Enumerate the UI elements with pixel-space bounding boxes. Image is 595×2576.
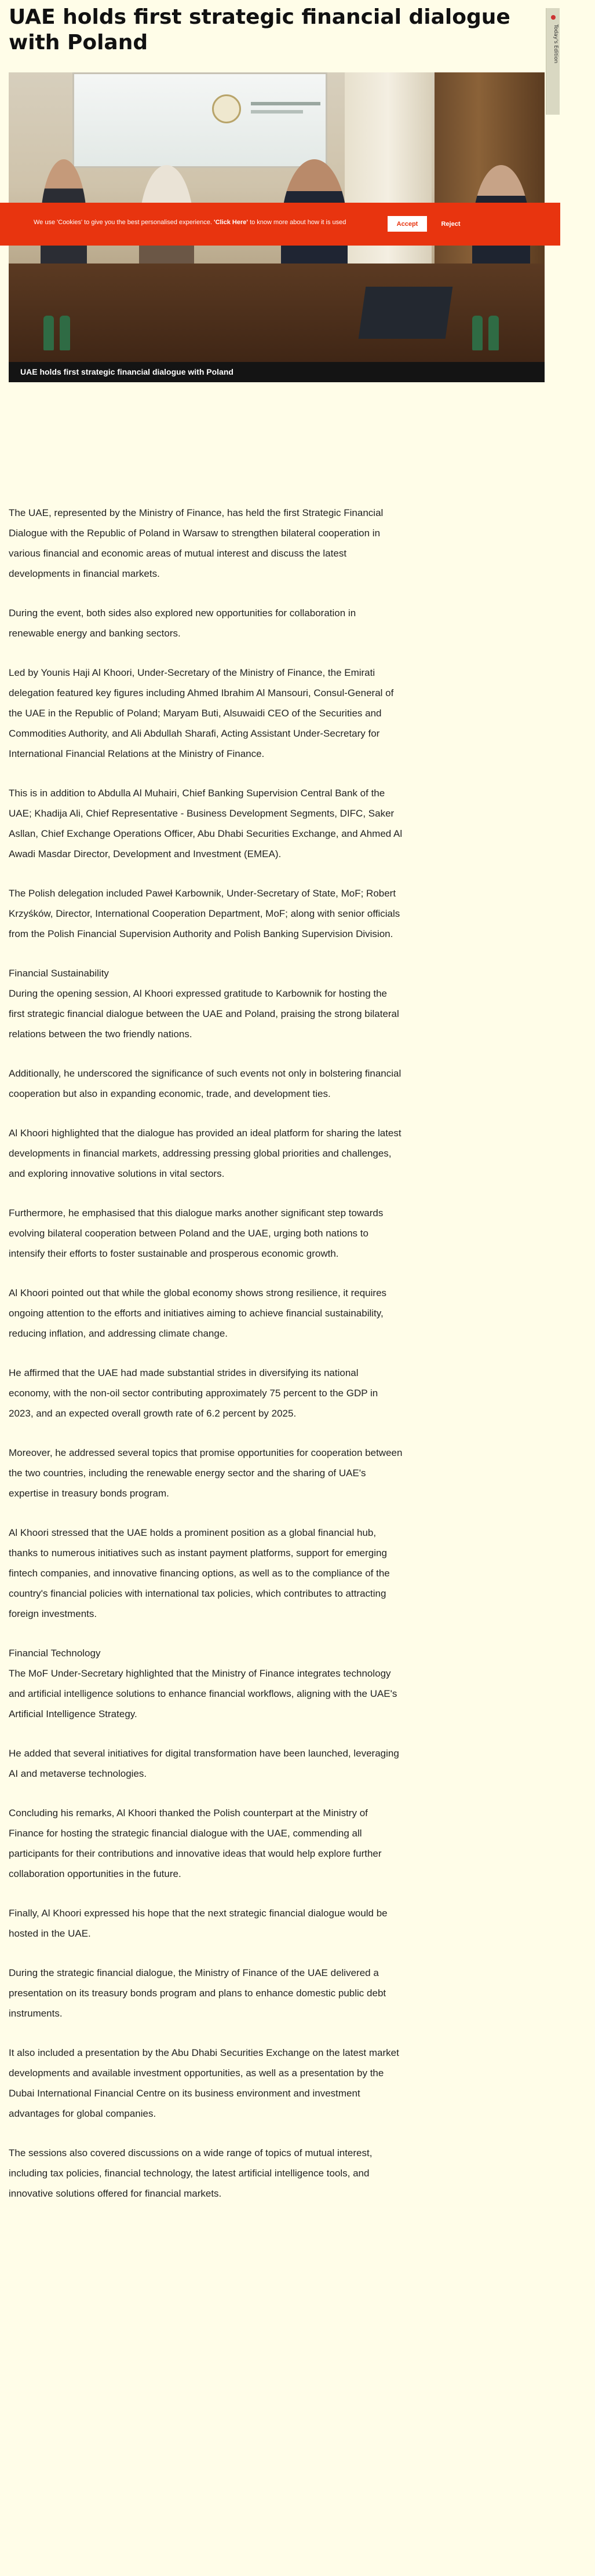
hero-caption: UAE holds first strategic financial dialogue with Poland — [9, 362, 545, 382]
article-paragraph: It also included a presentation by the Abu Dhabi Securities Exchange on the latest market developments and available investment opportunities, as well as a presentation by the Dubai International Financial Centre on its business environment and investment advantages for global companies. — [9, 2047, 399, 2119]
article-paragraph: Moreover, he addressed several topics that promise opportunities for cooperation between the two countries, including the renewable energy sector and the sharing of UAE's expertise in treasury bonds program. — [9, 1447, 403, 1499]
section-heading: Financial Technology — [9, 1648, 101, 1659]
edition-dot-icon — [551, 15, 556, 20]
article-paragraph: He affirmed that the UAE had made substantial strides in diversifying its national economy, with the non-oil sector contributing approximately 75 percent to the GDP in 2023, and an expected overall growth rate of 6.2 percent by 2025. — [9, 1367, 378, 1419]
edition-label: Today's Edition — [553, 24, 559, 64]
page-title: UAE holds first strategic financial dialogue with Poland — [9, 5, 510, 54]
presentation-screen — [72, 72, 327, 168]
todays-edition-tab[interactable] — [546, 8, 560, 115]
laptop-icon — [359, 287, 453, 339]
bottle-icon — [488, 316, 499, 350]
article-paragraph: During the event, both sides also explored new opportunities for collaboration in renewable energy and banking sectors. — [9, 608, 356, 639]
cookie-click-here-link[interactable]: 'Click Here' — [213, 219, 249, 226]
article-paragraph: The MoF Under-Secretary highlighted that the Ministry of Finance integrates technology and artificial intelligence solutions to enhance financial workflows, aligning with the UAE's Artificial Intelligence Strategy. — [9, 1668, 397, 1719]
article-paragraph: Al Khoori highlighted that the dialogue has provided an ideal platform for sharing the latest developments in financial markets, addressing pressing global priorities and challenges, and exploring innovative solutions in vital sectors. — [9, 1128, 401, 1179]
article-body — [9, 503, 403, 2223]
cookie-reject-button[interactable]: Reject — [436, 216, 466, 232]
article-paragraph: During the strategic financial dialogue, the Ministry of Finance of the UAE delivered a presentation on its treasury bonds program and plans to enhance domestic public debt instruments. — [9, 1967, 386, 2019]
cookie-message — [34, 219, 346, 226]
emblem-icon — [212, 94, 241, 123]
article-paragraph: He added that several initiatives for digital transformation have been launched, leveraging AI and metaverse technologies. — [9, 1748, 399, 1779]
article-paragraph: This is in addition to Abdulla Al Muhairi, Chief Banking Supervision Central Bank of the UAE; Khadija Ali, Chief Representative - Business Development Segments, DIFC, Saker Asllan, Chief Exchange Operations Officer, Abu Dhabi Securities Exchange, and Ahmed Al Awadi Masdar Director, Development and Investment (EMEA). — [9, 788, 403, 859]
bottle-icon — [472, 316, 483, 350]
article-paragraph: The sessions also covered discussions on a wide range of topics of mutual interest, including tax policies, financial technology, the latest artificial intelligence tools, and innovative solutions offered for financial markets. — [9, 2147, 373, 2199]
cookie-consent-bar — [0, 203, 560, 246]
cookie-message-text-end: to know more about how it is used — [248, 219, 346, 226]
article-paragraph: Concluding his remarks, Al Khoori thanked the Polish counterpart at the Ministry of Finance for hosting the strategic financial dialogue with the UAE, commending all participants for their contributions and innovative ideas that would help explore further collaboration opportunities in the future. — [9, 1807, 382, 1879]
article-paragraph: The Polish delegation included Paweł Karbownik, Under-Secretary of State, MoF; Robert Krzyśków, Director, International Cooperation Department, MoF; along with senior officials from the Polish Financial Supervision Authority and Polish Banking Supervision Division. — [9, 888, 400, 939]
article-paragraph: The UAE, represented by the Ministry of Finance, has held the first Strategic Financial Dialogue with the Republic of Poland in Warsaw to strengthen bilateral cooperation in various financial and economic areas of mutual interest and discuss the latest developments in financial markets. — [9, 507, 384, 579]
article-paragraph: Led by Younis Haji Al Khoori, Under-Secretary of the Ministry of Finance, the Emirati delegation featured key figures including Ahmed Ibrahim Al Mansouri, Consul-General of the UAE in the Republic of Poland; Maryam Buti, Alsuwaidi CEO of the Securities and Commodities Authority, and Ali Abdullah Sharafi, Acting Assistant Under-Secretary for International Financial Relations at the Ministry of Finance. — [9, 667, 394, 759]
article-paragraph: Al Khoori stressed that the UAE holds a prominent position as a global financial hub, thanks to numerous initiatives such as instant payment platforms, support for emerging fintech companies, and innovative financing options, as well as to the compliance of the country's financial policies with international tax policies, which contributes to attracting foreign investments. — [9, 1527, 390, 1619]
article-paragraph: During the opening session, Al Khoori expressed gratitude to Karbownik for hosting the first strategic financial dialogue between the UAE and Poland, praising the strong bilateral relations between the two friendly nations. — [9, 988, 399, 1040]
article-paragraph: Finally, Al Khoori expressed his hope that the next strategic financial dialogue would be hosted in the UAE. — [9, 1908, 388, 1939]
section-heading: Financial Sustainability — [9, 968, 109, 979]
bottle-icon — [60, 316, 70, 350]
article-paragraph: Additionally, he underscored the significance of such events not only in bolstering financial cooperation but also in expanding economic, trade, and development ties. — [9, 1068, 401, 1099]
article-paragraph: Furthermore, he emphasised that this dialogue marks another significant step towards evolving bilateral cooperation between Poland and the UAE, urging both nations to intensify their efforts to foster sustainable and prosperous economic growth. — [9, 1208, 384, 1259]
bottle-icon — [43, 316, 54, 350]
article-paragraph: Al Khoori pointed out that while the global economy shows strong resilience, it requires ongoing attention to the efforts and initiatives aiming to achieve financial sustainability, reducing inflation, and addressing climate change. — [9, 1287, 387, 1339]
cookie-message-text: We use 'Cookies' to give you the best personalised experience. — [34, 219, 214, 226]
cookie-accept-button[interactable]: Accept — [388, 216, 427, 232]
